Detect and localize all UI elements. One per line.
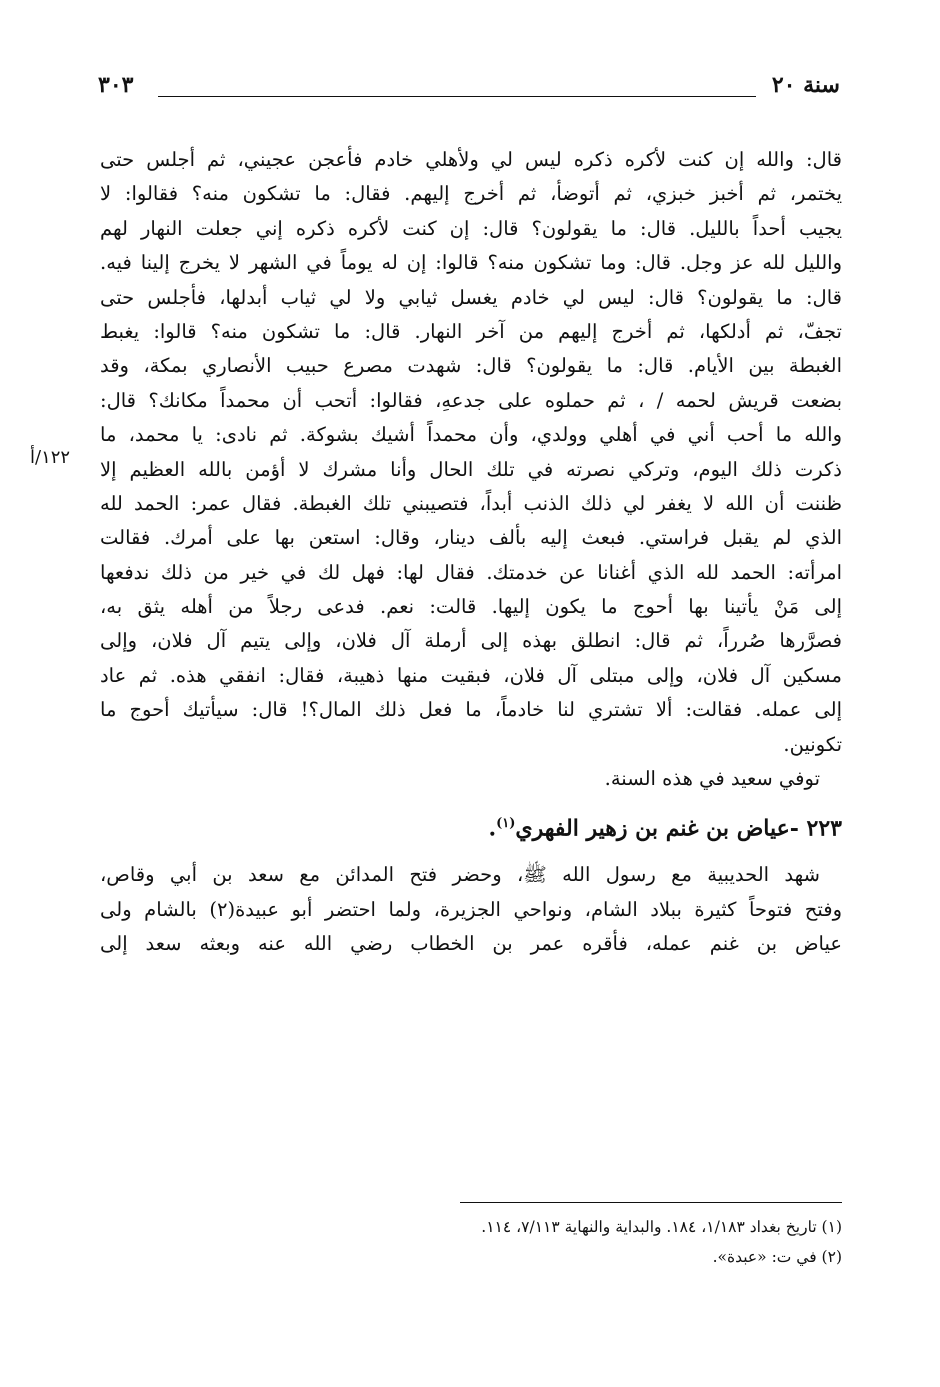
text-line: قال: ما يقولون؟ قال: ليس لي خادم يغسل ثيابي ولا لي ثياب أبدلها، فأجلس حتى <box>100 285 842 309</box>
text-line: ذكرت ذلك اليوم، وتركي نصرته في تلك الحال وأنا مشرك لا أؤمن بالله العظيم إلا <box>100 457 842 481</box>
section-title <box>100 800 842 848</box>
footnotes <box>100 1212 842 1272</box>
text-line: إلى مَنْ يأتينا بها أحوج ما يكون إليها. قالت: نعم. فدعى رجلاً من أهله يثق به، <box>100 595 842 619</box>
text-line: مسكين آل فلان، وإلى مبتلى آل فلان، فبقيت منها ذهيبة، فقال: انفقي هذه. ثم عاد <box>100 663 842 687</box>
manuscript-folio-note: ١٢٢/أ <box>30 447 71 468</box>
footnote-rule <box>460 1202 842 1203</box>
main-text <box>100 143 842 962</box>
text-line: تكونين. <box>783 732 842 756</box>
text-line: ظننت أن الله لا يغفر لي ذلك الذنب أبداً، فتصيبني تلك الغبطة. فقال عمر: الحمد لله <box>100 491 842 515</box>
footnote: (١) تاريخ بغداد ١/١٨٣، ١٨٤. والبداية والنهاية ٧/١١٣، ١١٤. <box>481 1218 842 1236</box>
section-title-end: . <box>488 815 497 842</box>
text-line: بضعت قريش لحمه / ، ثم حملوه على جدعهِ، فقالوا: أتحب أن محمداً مكانك؟ قال: <box>100 388 842 412</box>
header-rule <box>158 96 756 97</box>
text-line: تجفّ، ثم أدلكها، ثم أخرج إليهم من آخر النهار. قال: ما تشكون منه؟ قالوا: يغبط <box>100 319 842 343</box>
section-line: عياض بن غنم عمله، فأقره عمر بن الخطاب رضي الله عنه وبعثه سعد إلى <box>100 932 842 956</box>
running-head-year: سنة ٢٠ <box>771 72 840 98</box>
text-line: والليل لله عز وجل. قال: وما تشكون منه؟ قالوا: إن له يوماً في الشهر لا يخرج إلينا فيه. <box>100 251 842 275</box>
text-line: امرأته: الحمد لله الذي أغنانا عن خدمتك. فقال لها: فهل لك في خير من ذلك ندفعها <box>100 560 842 584</box>
page-number: ٣٠٣ <box>98 72 134 98</box>
text-line: الغبطة بين الأيام. قال: ما يقولون؟ قال: شهدت مصرع حبيب الأنصاري بمكة، وقد <box>100 354 842 378</box>
text-line: يختمر، ثم أخبز خبزي، ثم أتوضأ، ثم أخرج إليهم. فقال: ما تشكون منه؟ فقالوا: لا <box>100 182 842 206</box>
page-header <box>98 72 840 112</box>
text-line: إلى عمله. فقالت: ألا تشتري لنا خادماً، ما فعل ذلك المال؟! قال: سيأتيك أحوج ما <box>100 698 842 722</box>
text-line: الذي لم يقبل فراستي. فبعث إليه بألف دينار، وقال: استعن بها على أمرك. فقالت <box>100 526 842 550</box>
footnote-ref: (١) <box>496 816 516 832</box>
text-line: يجيب أحداً بالليل. قال: ما يقولون؟ قال: إن كنت لأكره ذكره إني جعلت النهار لهم <box>100 216 842 240</box>
footnote: (٢) في ت: «عبدة». <box>712 1248 842 1266</box>
section-title-text: ٢٢٣ -عياض بن غنم بن زهير الفهري <box>515 815 842 842</box>
death-note: توفي سعيد في هذه السنة. <box>604 767 820 791</box>
text-line: والله ما أحب أني في أهلي وولدي، وأن محمداً أشيك بشوكة. ثم نادى: يا محمد، ما <box>100 423 842 447</box>
section-line: شهد الحديبية مع رسول الله ﷺ، وحضر فتح المدائن مع سعد بن أبي وقاص، <box>100 863 820 887</box>
text-line: قال: والله إن كنت لأكره ذكره ليس لي ولأهلي خادم فأعجن عجيني، ثم أجلس حتى <box>100 148 842 171</box>
section-line: وفتح فتوحاً كثيرة ببلاد الشام، ونواحي الجزيرة، ولما احتضر أبو عبيدة(٢) بالشام ولى <box>100 897 842 921</box>
text-line: فصرَّرها صُرراً، ثم قال: انطلق بهذه إلى أرملة آل فلان، وإلى يتيم آل فلان، وإلى <box>100 629 842 653</box>
